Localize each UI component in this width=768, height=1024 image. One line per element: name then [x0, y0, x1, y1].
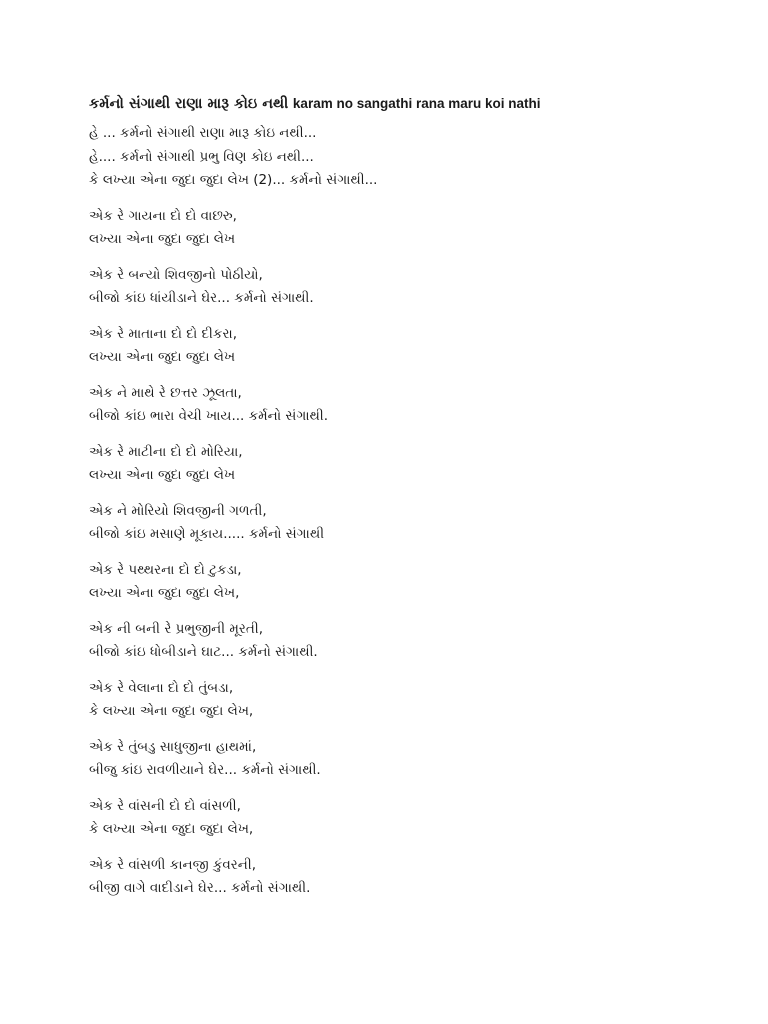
lyric-line: લખ્યા એના જુદા જુદા લેખ: [89, 467, 236, 483]
stanza: [89, 323, 729, 370]
lyric-line: બીજો કાંઇ ભારા વેચી ખાય... કર્મનો સંગાથી.: [89, 408, 329, 424]
stanza: [89, 795, 729, 842]
stanza: [89, 441, 729, 488]
lyric-line: એક રે તુંબડુ સાધુજીના હાથમાં,: [89, 738, 257, 755]
stanza: [89, 264, 729, 311]
lyric-line: લખ્યા એના જુદા જુદા લેખ: [89, 231, 236, 247]
stanza: [89, 854, 729, 901]
document-page: [89, 92, 729, 913]
lyric-line: એક રે ગાયના દો દો વાછરુ,: [89, 207, 237, 224]
lyric-line: બીજો કાંઇ મસાણે મૂકાય..... કર્મનો સંગાથી: [89, 526, 325, 542]
lyric-line: બીજુ કાંઇ રાવળીયાને ઘેર... કર્મનો સંગાથી.: [89, 762, 321, 778]
stanza: [89, 382, 729, 429]
lyric-line: કે લખ્યા એના જુદા જુદા લેખ,: [89, 821, 254, 837]
lyric-line: બીજો કાંઇ ધાંયીડાને ઘેર... કર્મનો સંગાથી.: [89, 290, 314, 306]
song-title: [89, 92, 729, 116]
stanza: [89, 559, 729, 606]
lyrics-body: [89, 122, 729, 901]
lyric-line: કે લખ્યા એના જુદા જુદા લેખ (2)... કર્મનો સંગાથી...: [89, 172, 378, 188]
lyric-line: લખ્યા એના જુદા જુદા લેખ,: [89, 585, 240, 601]
lyric-line: એક ને માથે રે છત્તર ઝૂલતા,: [89, 384, 242, 401]
lyric-line: એક રે વાંસળી કાનજી કુંવરની,: [89, 856, 256, 873]
lyric-line: હે.... કર્મનો સંગાથી પ્રભુ વિણ કોઇ નથી...: [89, 148, 314, 165]
lyric-line: બીજો કાંઇ ધોબીડાને ઘાટ... કર્મનો સંગાથી.: [89, 644, 318, 660]
lyric-line: એક ની બની રે પ્રભુજીની મૂરતી,: [89, 620, 263, 637]
lyric-line: બીજી વાગે વાદીડાને ઘેર... કર્મનો સંગાથી.: [89, 880, 311, 896]
lyric-line: એક રે માટીના દો દો મોરિયા,: [89, 443, 243, 460]
stanza: [89, 736, 729, 783]
lyric-line: એક રે માતાના દો દો દીકરા,: [89, 325, 238, 342]
stanza: [89, 500, 729, 547]
stanza: [89, 122, 729, 193]
stanza: [89, 205, 729, 252]
lyric-line: લખ્યા એના જુદા જુદા લેખ: [89, 349, 236, 365]
lyric-line: એક ને મોરિયો શિવજીની ગળતી,: [89, 502, 267, 519]
title-gujarati: કર્મનો સંગાથી રાણા મારૂ કોઇ નથી: [89, 96, 289, 112]
lyric-line: એક રે બન્યો શિવજીનો પોઠીયો,: [89, 266, 263, 283]
stanza: [89, 618, 729, 665]
lyric-line: એક રે પથ્થરના દો દો ટુકડા,: [89, 561, 242, 578]
lyric-line: હે ... કર્મનો સંગાથી રાણા મારૂ કોઇ નથી...: [89, 125, 317, 141]
title-transliteration: karam no sangathi rana maru koi nathi: [292, 96, 541, 111]
lyric-line: કે લખ્યા એના જુદા જુદા લેખ,: [89, 703, 254, 719]
lyric-line: એક રે વેલાના દો દો તુંબડા,: [89, 679, 234, 696]
lyric-line: એક રે વાંસની દો દો વાંસળી,: [89, 797, 241, 814]
stanza: [89, 677, 729, 724]
